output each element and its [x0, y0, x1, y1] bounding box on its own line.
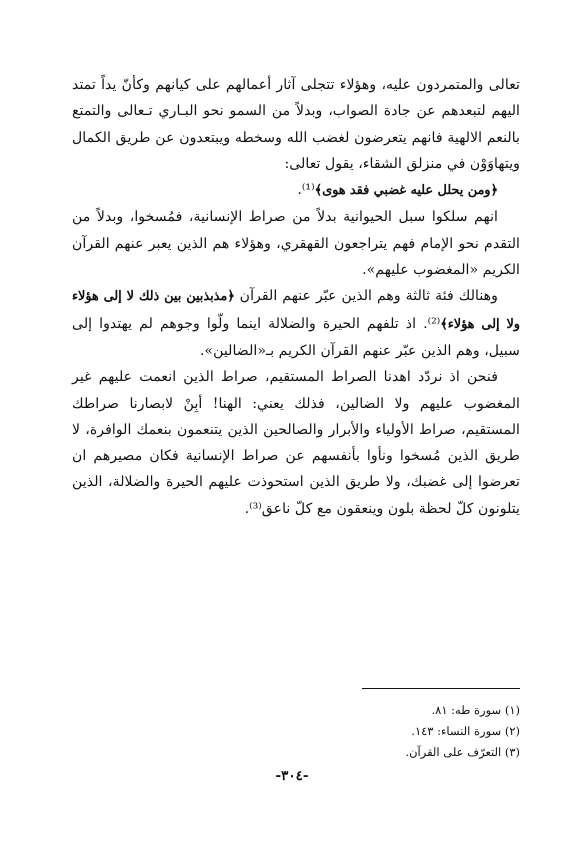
footnotes [300, 700, 520, 763]
paragraph-p3 [72, 204, 520, 283]
footnote-3: (٣) التعرّف على القرآن. [405, 745, 520, 759]
paragraph-p2 [72, 177, 520, 204]
body-text [72, 72, 520, 522]
paragraph-p5 [72, 364, 520, 522]
quran-verse: ﴿ومن يحلل عليه غضبي فقد هوى﴾ [314, 183, 498, 199]
footnote-separator [362, 688, 520, 689]
paragraph-text: ⁽¹⁾. [297, 182, 315, 199]
paragraph-text: وهنالك فئة ثالثة وهم الذين عبّر عنهم القرآن [234, 288, 498, 305]
footnote-2: (٢) سورة النساء: ١٤٣. [411, 724, 520, 738]
paragraph-text: ⁽³⁾. [244, 500, 262, 517]
paragraph-p1 [72, 72, 520, 177]
page-number: -٣٠٤- [275, 768, 309, 784]
paragraph-p4 [72, 283, 520, 364]
paragraph-text: ⁽²⁾. اذ تلفهم الحيرة والضلالة اينما ولّوا وجوهم لم يهتدوا إلى سبيل، وهم الذين عبّر عنهم القرآن الكريم بـ«الضالين». [72, 315, 520, 359]
footnote-1: (١) سورة طه: ٨١. [431, 703, 520, 717]
quran-verse: ﴿مذبذبين بين ذلك لا إلى هؤلاء ولا إلى هؤلاء﴾ [72, 289, 520, 332]
paragraph-text: فنحن اذ نردّد اهدنا الصراط المستقيم، صراط الذين انعمت عليهم غير المغضوب عليهم ولا الضالين، فذلك يعني: الهنا! أبِنْ لابصارنا صراطك المستقيم، صراط الأولياء والأبرار والصالحين الذين يتنعمون بنعمك الوافرة، لا طريق الذين مُسخوا ونأوا بأنفسهم عن صراط الإنسانية فكان مصيرهم ان تعرضوا إلى غضبك، ولا طريق الذين استحوذت عليهم الحيرة والضلالة، الذين يتلونون كلّ لحظة بلون وينعقون مع كلّ ناعق [72, 369, 520, 517]
paragraph-text: تعالى والمتمردون عليه، وهؤلاء تتجلى آثار أعمالهم على كيانهم وكأنّ يداً تمتد اليهم لتبعدهم عن جادة الصواب، وبدلاً من السمو نحو البـاري تـعالى والتمتع بالنعم الالهية فانهم يتعرضون لغضب الله وسخطه ويبتعدون عن طريق الكمال ويتهاوَوْن في منزلق الشقاء، يقول تعالى: [72, 77, 520, 172]
paragraph-text: انهم سلكوا سبل الحيوانية بدلاً من صراط الإنسانية، فمُسخوا، وبدلاً من التقدم نحو الإمام فهم يتراجعون القهقري، وهؤلاء هم الذين يعبر عنهم القرآن الكريم «المغضوب عليهم». [72, 209, 520, 279]
